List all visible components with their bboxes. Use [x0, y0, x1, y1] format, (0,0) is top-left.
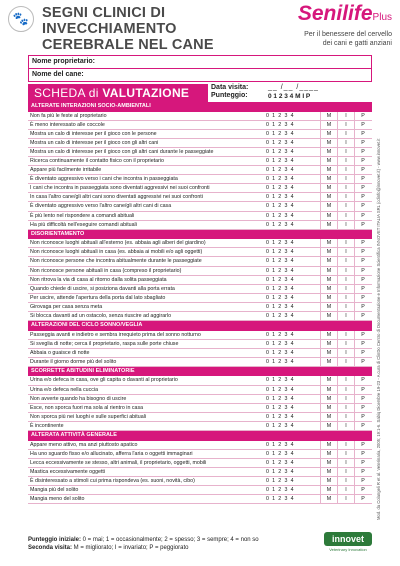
brand-sub-2: dei cani e gatti anziani [322, 40, 392, 47]
second-visit-p[interactable]: P [354, 459, 371, 468]
second-visit-p[interactable]: P [354, 248, 371, 257]
score-options[interactable]: 01234 [266, 121, 297, 128]
second-visit-i[interactable]: I [337, 386, 354, 395]
table-row [28, 303, 372, 312]
second-visit-m[interactable]: M [320, 166, 337, 175]
score-options[interactable]: 01234 [266, 377, 297, 384]
score-options[interactable]: 01234 [266, 167, 297, 174]
section-header: ALTERATA ATTIVITÀ GENERALE [28, 431, 372, 441]
table-row [28, 285, 372, 294]
table-row [28, 221, 372, 230]
second-visit-i[interactable]: I [337, 239, 354, 248]
item-label: Appare più facilmente irritabile [30, 167, 102, 174]
score-options[interactable]: 01234 [266, 413, 297, 420]
score-options[interactable]: 01234 [266, 358, 297, 365]
second-visit-p[interactable]: P [354, 358, 371, 367]
second-visit-m[interactable]: M [320, 212, 337, 221]
second-visit-i[interactable]: I [337, 477, 354, 486]
score-options[interactable]: 01234 [266, 203, 297, 210]
second-visit-m[interactable]: M [320, 340, 337, 349]
second-visit-p[interactable]: P [354, 184, 371, 193]
item-label: Non fa più le feste al proprietario [30, 112, 107, 119]
score-options[interactable]: 01234 [266, 477, 297, 484]
second-visit-i[interactable]: I [337, 166, 354, 175]
second-visit-m[interactable]: M [320, 121, 337, 130]
second-visit-m[interactable]: M [320, 477, 337, 486]
second-visit-m[interactable]: M [320, 221, 337, 230]
score-options[interactable]: 01234 [266, 441, 297, 448]
item-label: Quando chiede di uscire, si posiziona davanti alla porta errata [30, 285, 175, 292]
item-label: I cani che incontra in passeggiata sono diventati aggressivi nei suoi confronti [30, 185, 210, 192]
item-label: Non avverte quando ha bisogno di uscire [30, 395, 127, 402]
item-label: Durante il giorno dorme più del solito [30, 358, 117, 365]
second-visit-p[interactable]: P [354, 130, 371, 139]
second-visit-p[interactable]: P [354, 404, 371, 413]
evaluation-table [28, 102, 372, 504]
table-row [28, 459, 372, 468]
second-visit-i[interactable]: I [337, 468, 354, 477]
footer-legend [28, 536, 318, 552]
second-visit-m[interactable]: M [320, 139, 337, 148]
table-row [28, 495, 372, 504]
second-visit-m[interactable]: M [320, 450, 337, 459]
table-row [28, 312, 372, 321]
second-visit-p[interactable]: P [354, 331, 371, 340]
item-label: Girovaga per casa senza meta [30, 303, 103, 310]
item-label: Urina e/o defeca in casa, ove gli capita o davanti al proprietario [30, 377, 178, 384]
brand-sub-1: Per il benessere del cervello [304, 31, 392, 38]
second-visit-i[interactable]: I [337, 121, 354, 130]
item-label: Ricerca continuamente il contatto fisico con il proprietario [30, 157, 164, 164]
item-label: Si blocca davanti ad un ostacolo, senza riuscire ad aggirarlo [30, 312, 172, 319]
second-visit-p[interactable]: P [354, 441, 371, 450]
second-visit-p[interactable]: P [354, 486, 371, 495]
item-label: Mostra un calo di interesse per il gioco con gli altri cani [30, 139, 159, 146]
header [0, 0, 400, 56]
table-row [28, 422, 372, 431]
second-visit-p[interactable]: P [354, 139, 371, 148]
item-label: Non riconosce persone abituali in casa (compreso il proprietario) [30, 267, 182, 274]
second-visit-p[interactable]: P [354, 267, 371, 276]
table-row [28, 395, 372, 404]
table-row [28, 166, 372, 175]
table-row [28, 358, 372, 367]
table-row [28, 257, 372, 266]
title-line-1: SEGNI CLINICI DI INVECCHIAMENTO [42, 5, 177, 37]
second-visit-m[interactable]: M [320, 349, 337, 358]
second-visit-m[interactable]: M [320, 248, 337, 257]
owner-name-field[interactable]: Nome proprietario: [29, 56, 371, 69]
second-visit-m[interactable]: M [320, 130, 337, 139]
second-visit-m[interactable]: M [320, 303, 337, 312]
footer-line-1: Punteggio iniziale: 0 = mai; 1 = occasionalmente; 2 = spesso; 3 = sempre; 4 = non so [28, 537, 259, 543]
second-visit-p[interactable]: P [354, 468, 371, 477]
table-row [28, 175, 372, 184]
second-visit-p[interactable]: P [354, 257, 371, 266]
side-note: Mod. da Colangeli R et al. Veterinaria, 2005; 19:1-6. Sabiq Dicembre 19-23 - A cura di ClinDo Centro di Documentazione e Informazione Scientifica INNOVET ITALIA SRL (cdinfo@innovet.it) - www.innovet.it [376, 138, 381, 520]
second-visit-p[interactable]: P [354, 285, 371, 294]
second-visit-i[interactable]: I [337, 486, 354, 495]
score-options[interactable]: 01234 [266, 258, 297, 265]
second-visit-m[interactable]: M [320, 267, 337, 276]
second-visit-p[interactable]: P [354, 148, 371, 157]
table-row [28, 193, 372, 202]
item-label: Mostra un calo di interesse per il gioco con le persone [30, 130, 157, 137]
second-visit-i[interactable]: I [337, 358, 354, 367]
second-visit-i[interactable]: I [337, 495, 354, 504]
section-header: SCORRETTE ABITUDINI ELIMINATORIE [28, 367, 372, 377]
score-options[interactable]: 01234 [266, 459, 297, 466]
score-options[interactable]: 01234 [266, 422, 297, 429]
second-visit-i[interactable]: I [337, 112, 354, 121]
score-options[interactable]: 01234 [266, 194, 297, 201]
score-options[interactable]: 01234 [266, 185, 297, 192]
item-label: È disinteressato a stimoli cui prima rispondeva (es. suoni, novità, cibo) [30, 477, 195, 484]
footer-line-2: Seconda visita: M = migliorato; I = invariato; P = peggiorato [28, 545, 189, 551]
second-visit-i[interactable]: I [337, 267, 354, 276]
second-visit-p[interactable]: P [354, 276, 371, 285]
score-options[interactable]: 01234 [266, 130, 297, 137]
table-row [28, 130, 372, 139]
brand-plus: Plus [372, 12, 392, 23]
second-visit-i[interactable]: I [337, 294, 354, 303]
score-options[interactable]: 01234 [266, 249, 297, 256]
second-visit-m[interactable]: M [320, 257, 337, 266]
item-label: Non sporca più nei luoghi e sulle superfici abituali [30, 413, 147, 420]
second-visit-i[interactable]: I [337, 202, 354, 211]
table-row [28, 413, 372, 422]
table-row [28, 349, 372, 358]
brand-name: SenilifePlus [297, 2, 392, 25]
table-row [28, 441, 372, 450]
second-visit-m[interactable]: M [320, 404, 337, 413]
score-options[interactable]: 01234 [266, 294, 297, 301]
second-visit-p[interactable]: P [354, 157, 371, 166]
second-visit-m[interactable]: M [320, 459, 337, 468]
section-header: ALTERATE INTERAZIONI SOCIO-AMBIENTALI [28, 102, 372, 112]
item-label: Mangia più del solito [30, 486, 79, 493]
table-row [28, 376, 372, 385]
table-row [28, 202, 372, 211]
table-row [28, 248, 372, 257]
second-visit-i[interactable]: I [337, 312, 354, 321]
owner-box [28, 55, 372, 82]
table-row [28, 184, 372, 193]
second-visit-m[interactable]: M [320, 193, 337, 202]
item-label: È più lento nel rispondere a comandi abituali [30, 212, 135, 219]
second-visit-m[interactable]: M [320, 386, 337, 395]
table-row [28, 239, 372, 248]
visit-date-label: Data visita: [211, 84, 249, 91]
table-row [28, 477, 372, 486]
second-visit-i[interactable]: I [337, 212, 354, 221]
score-options[interactable]: 01234 [266, 221, 297, 228]
second-visit-m[interactable]: M [320, 276, 337, 285]
second-visit-p[interactable]: P [354, 477, 371, 486]
score-options[interactable]: 01234 [266, 148, 297, 155]
second-visit-m[interactable]: M [320, 495, 337, 504]
second-visit-i[interactable]: I [337, 459, 354, 468]
score-options[interactable]: 01234 [266, 386, 297, 393]
item-label: È meno interessato alle coccole [30, 121, 105, 128]
score-options[interactable]: 01234 [266, 340, 297, 347]
item-label: In casa l'altro cane/gli altri cani sono diventati aggressivi nei suoi confronti [30, 194, 203, 201]
second-visit-m[interactable]: M [320, 413, 337, 422]
second-visit-p[interactable]: P [354, 193, 371, 202]
title-line-2: CEREBRALE NEL CANE [42, 37, 214, 53]
second-visit-i[interactable]: I [337, 184, 354, 193]
item-label: Lecca eccessivamente se stesso, altri animali, il proprietario, oggetti, mobili [30, 459, 207, 466]
score-options[interactable]: 01234 [266, 404, 297, 411]
item-label: Non riconosce luoghi abituali all'esterno (es. abbaia agli alberi del giardino) [30, 240, 206, 247]
table-row [28, 276, 372, 285]
second-visit-m[interactable]: M [320, 395, 337, 404]
innovet-sub: Veterinary Innovation [329, 547, 367, 552]
item-label: Appare meno attivo, ma anzi piuttosto apatico [30, 441, 138, 448]
second-visit-p[interactable]: P [354, 294, 371, 303]
second-visit-i[interactable]: I [337, 404, 354, 413]
score-scale-header: 0 1 2 3 4 M I P [268, 93, 311, 100]
second-visit-p[interactable]: P [354, 422, 371, 431]
dog-logo-icon: 🐾 [8, 6, 34, 32]
score-options[interactable]: 01234 [266, 267, 297, 274]
table-row [28, 404, 372, 413]
section-header: ALTERAZIONI DEL CICLO SONNO/VEGLIA [28, 321, 372, 331]
score-options[interactable]: 01234 [266, 486, 297, 493]
second-visit-i[interactable]: I [337, 130, 354, 139]
item-label: Esce, non sporca fuori ma sola al rientro in casa [30, 404, 144, 411]
score-options[interactable]: 01234 [266, 303, 297, 310]
item-label: È diventato aggressivo verso l'altro cane/gli altri cani di casa [30, 203, 172, 210]
second-visit-i[interactable]: I [337, 248, 354, 257]
second-visit-m[interactable]: M [320, 285, 337, 294]
second-visit-i[interactable]: I [337, 193, 354, 202]
score-options[interactable]: 01234 [266, 468, 297, 475]
second-visit-p[interactable]: P [354, 175, 371, 184]
scheda-title: SCHEDA di VALUTAZIONE [28, 84, 208, 102]
score-options[interactable]: 01234 [266, 212, 297, 219]
innovet-logo [324, 532, 372, 560]
second-visit-p[interactable]: P [354, 303, 371, 312]
second-visit-p[interactable]: P [354, 166, 371, 175]
second-visit-i[interactable]: I [337, 349, 354, 358]
table-row [28, 486, 372, 495]
second-visit-p[interactable]: P [354, 212, 371, 221]
score-options[interactable]: 01234 [266, 349, 297, 356]
table-row [28, 267, 372, 276]
table-row [28, 139, 372, 148]
second-visit-p[interactable]: P [354, 395, 371, 404]
page-title [42, 5, 267, 53]
second-visit-p[interactable]: P [354, 450, 371, 459]
second-visit-p[interactable]: P [354, 376, 371, 385]
table-row [28, 157, 372, 166]
item-label: Passeggia avanti e indietro e sembra irrequieto prima del sonno notturno [30, 331, 201, 338]
second-visit-i[interactable]: I [337, 139, 354, 148]
second-visit-i[interactable]: I [337, 376, 354, 385]
score-options[interactable]: 01234 [266, 450, 297, 457]
item-label: Non riconosce persone che incontra abitualmente durante le passeggiate [30, 258, 202, 265]
second-visit-m[interactable]: M [320, 294, 337, 303]
table-row [28, 121, 372, 130]
score-options[interactable]: 01234 [266, 496, 297, 503]
second-visit-m[interactable]: M [320, 486, 337, 495]
item-label: È incontinente [30, 422, 64, 429]
second-visit-p[interactable]: P [354, 349, 371, 358]
score-label: Punteggio: [211, 92, 248, 99]
second-visit-m[interactable]: M [320, 331, 337, 340]
second-visit-m[interactable]: M [320, 184, 337, 193]
second-visit-m[interactable]: M [320, 157, 337, 166]
meta-labels [211, 84, 261, 100]
second-visit-m[interactable]: M [320, 202, 337, 211]
second-visit-i[interactable]: I [337, 450, 354, 459]
second-visit-i[interactable]: I [337, 157, 354, 166]
second-visit-m[interactable]: M [320, 148, 337, 157]
score-options[interactable]: 01234 [266, 240, 297, 247]
score-options[interactable]: 01234 [266, 139, 297, 146]
score-options[interactable]: 01234 [266, 285, 297, 292]
table-row [28, 386, 372, 395]
second-visit-m[interactable]: M [320, 468, 337, 477]
table-row [28, 450, 372, 459]
second-visit-p[interactable]: P [354, 202, 371, 211]
item-label: Mastica eccessivamente oggetti [30, 468, 106, 475]
item-label: Si sveglia di notte; cerca il proprietario, raspa sulle porte chiuse [30, 340, 179, 347]
item-label: Per uscire, attende l'apertura della porta dal lato sbagliato [30, 294, 166, 301]
second-visit-i[interactable]: I [337, 331, 354, 340]
item-label: Abbaia o guaisce di notte [30, 349, 90, 356]
table-row [28, 148, 372, 157]
second-visit-p[interactable]: P [354, 495, 371, 504]
score-options[interactable]: 01234 [266, 276, 297, 283]
second-visit-p[interactable]: P [354, 413, 371, 422]
second-visit-p[interactable]: P [354, 221, 371, 230]
second-visit-i[interactable]: I [337, 276, 354, 285]
score-options[interactable]: 01234 [266, 176, 297, 183]
second-visit-m[interactable]: M [320, 112, 337, 121]
second-visit-i[interactable]: I [337, 303, 354, 312]
second-visit-p[interactable]: P [354, 340, 371, 349]
second-visit-p[interactable]: P [354, 386, 371, 395]
second-visit-m[interactable]: M [320, 422, 337, 431]
second-visit-p[interactable]: P [354, 239, 371, 248]
second-visit-m[interactable]: M [320, 441, 337, 450]
second-visit-i[interactable]: I [337, 221, 354, 230]
second-visit-i[interactable]: I [337, 413, 354, 422]
second-visit-i[interactable]: I [337, 340, 354, 349]
score-options[interactable]: 01234 [266, 395, 297, 402]
item-label: Ha uno sguardo fisso e/o allucinato, afferra l'aria o oggetti immaginari [30, 450, 193, 457]
table-row [28, 331, 372, 340]
table-row [28, 112, 372, 121]
second-visit-p[interactable]: P [354, 112, 371, 121]
second-visit-m[interactable]: M [320, 239, 337, 248]
table-row [28, 294, 372, 303]
second-visit-i[interactable]: I [337, 285, 354, 294]
second-visit-i[interactable]: I [337, 395, 354, 404]
item-label: Non ritrova la via di casa al ritorno dalla solita passeggiata [30, 276, 167, 283]
senilife-brand [274, 2, 392, 48]
table-row [28, 340, 372, 349]
table-row [28, 468, 372, 477]
second-visit-m[interactable]: M [320, 175, 337, 184]
scheda-bar [28, 84, 372, 104]
second-visit-m[interactable]: M [320, 358, 337, 367]
second-visit-i[interactable]: I [337, 175, 354, 184]
item-label: È diventato aggressivo verso i cani che incontra in passeggiata [30, 176, 178, 183]
second-visit-m[interactable]: M [320, 312, 337, 321]
visit-date-field[interactable]: __ /__ /____ [268, 84, 319, 91]
table-row [28, 212, 372, 221]
score-options[interactable]: 01234 [266, 157, 297, 164]
second-visit-i[interactable]: I [337, 148, 354, 157]
score-options[interactable]: 01234 [266, 312, 297, 319]
second-visit-p[interactable]: P [354, 312, 371, 321]
score-options[interactable]: 01234 [266, 112, 297, 119]
second-visit-p[interactable]: P [354, 121, 371, 130]
second-visit-m[interactable]: M [320, 376, 337, 385]
second-visit-i[interactable]: I [337, 441, 354, 450]
item-label: Mostra un calo di interesse per il gioco con gli altri cani durante le passeggiate [30, 148, 214, 155]
score-options[interactable]: 01234 [266, 331, 297, 338]
dog-name-field[interactable]: Nome del cane: [32, 70, 84, 78]
second-visit-i[interactable]: I [337, 422, 354, 431]
second-visit-i[interactable]: I [337, 257, 354, 266]
innovet-badge: innovet [324, 532, 372, 546]
item-label: Urina e/o defeca nella cuccia [30, 386, 99, 393]
item-label: Non riconosce luoghi abituali in casa (es. abbaia ai mobili e/o agli oggetti) [30, 249, 203, 256]
item-label: Mangia meno del solito [30, 496, 85, 503]
item-label: Ha più difficoltà nell'eseguire comandi abituali [30, 221, 137, 228]
section-header: DISORIENTAMENTO [28, 230, 372, 240]
